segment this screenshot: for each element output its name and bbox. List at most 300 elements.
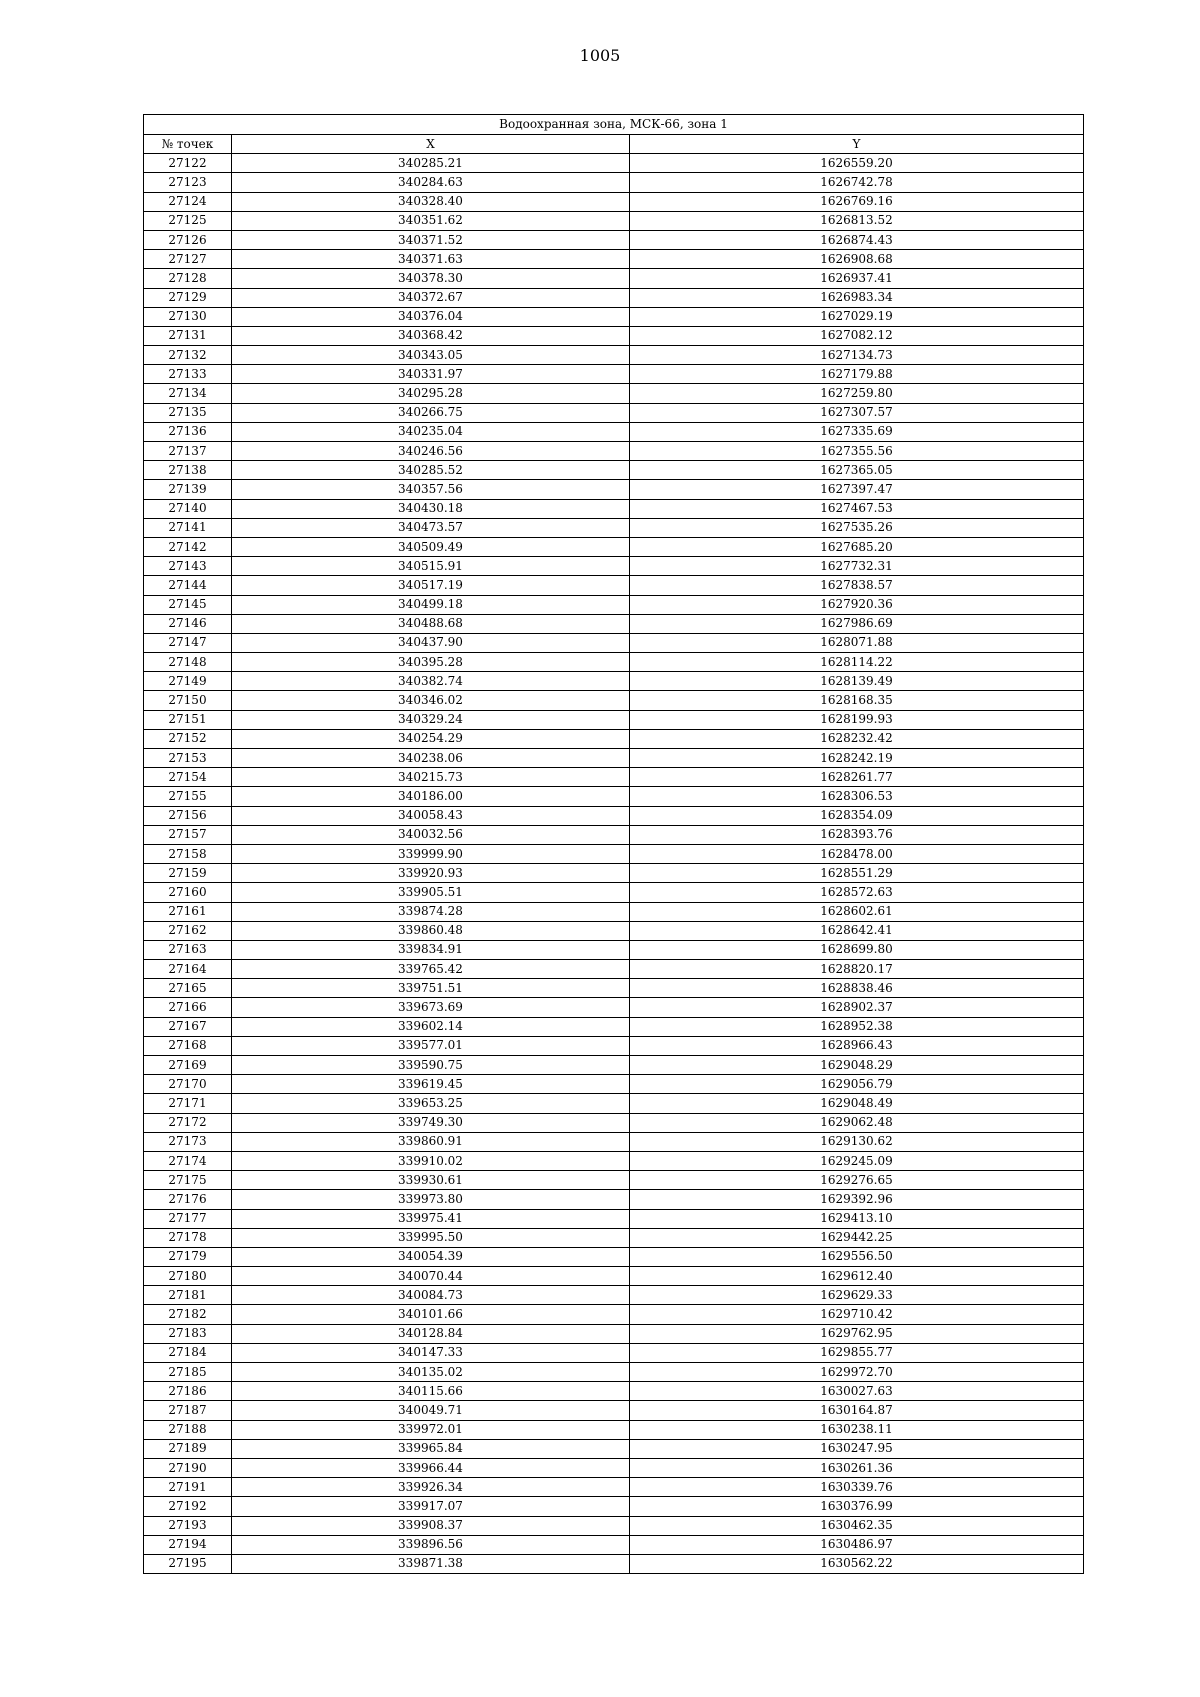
cell-y: 1628139.49 <box>630 672 1084 691</box>
cell-y: 1630164.87 <box>630 1401 1084 1420</box>
cell-point-number: 27140 <box>144 499 232 518</box>
cell-point-number: 27128 <box>144 269 232 288</box>
cell-x: 340135.02 <box>232 1363 630 1382</box>
cell-x: 339749.30 <box>232 1113 630 1132</box>
cell-point-number: 27187 <box>144 1401 232 1420</box>
table-row <box>144 1036 1084 1055</box>
cell-x: 340285.52 <box>232 461 630 480</box>
table-row <box>144 269 1084 288</box>
cell-x: 340382.74 <box>232 672 630 691</box>
cell-point-number: 27155 <box>144 787 232 806</box>
table-row <box>144 1554 1084 1573</box>
table-row <box>144 1478 1084 1497</box>
cell-x: 340488.68 <box>232 614 630 633</box>
cell-x: 340437.90 <box>232 633 630 652</box>
cell-y: 1629392.96 <box>630 1190 1084 1209</box>
table-row <box>144 710 1084 729</box>
cell-point-number: 27145 <box>144 595 232 614</box>
page-number: 1005 <box>579 46 621 65</box>
table-row <box>144 653 1084 672</box>
cell-y: 1627082.12 <box>630 326 1084 345</box>
cell-x: 340515.91 <box>232 557 630 576</box>
cell-point-number: 27195 <box>144 1554 232 1573</box>
cell-y: 1629056.79 <box>630 1075 1084 1094</box>
table-row <box>144 1171 1084 1190</box>
cell-y: 1627838.57 <box>630 576 1084 595</box>
cell-x: 340285.21 <box>232 154 630 173</box>
cell-x: 340238.06 <box>232 749 630 768</box>
cell-y: 1629612.40 <box>630 1267 1084 1286</box>
table-row <box>144 346 1084 365</box>
cell-x: 339905.51 <box>232 883 630 902</box>
header-y: Y <box>630 135 1084 154</box>
cell-x: 340246.56 <box>232 442 630 461</box>
cell-x: 340329.24 <box>232 710 630 729</box>
cell-y: 1629855.77 <box>630 1343 1084 1362</box>
cell-y: 1630562.22 <box>630 1554 1084 1573</box>
table-row <box>144 461 1084 480</box>
cell-y: 1629762.95 <box>630 1324 1084 1343</box>
cell-x: 339751.51 <box>232 979 630 998</box>
table-row <box>144 537 1084 556</box>
cell-x: 339619.45 <box>232 1075 630 1094</box>
cell-x: 340371.63 <box>232 250 630 269</box>
cell-point-number: 27171 <box>144 1094 232 1113</box>
cell-x: 339917.07 <box>232 1497 630 1516</box>
cell-point-number: 27177 <box>144 1209 232 1228</box>
cell-point-number: 27152 <box>144 729 232 748</box>
cell-y: 1628902.37 <box>630 998 1084 1017</box>
cell-y: 1627259.80 <box>630 384 1084 403</box>
cell-x: 340376.04 <box>232 307 630 326</box>
table-row <box>144 1267 1084 1286</box>
table-row <box>144 749 1084 768</box>
table-row <box>144 921 1084 940</box>
table-row <box>144 1017 1084 1036</box>
cell-point-number: 27133 <box>144 365 232 384</box>
cell-y: 1628699.80 <box>630 940 1084 959</box>
cell-point-number: 27164 <box>144 960 232 979</box>
cell-point-number: 27166 <box>144 998 232 1017</box>
table-row <box>144 1305 1084 1324</box>
cell-y: 1630247.95 <box>630 1439 1084 1458</box>
header-x: X <box>232 135 630 154</box>
cell-point-number: 27174 <box>144 1151 232 1170</box>
cell-point-number: 27157 <box>144 825 232 844</box>
cell-x: 339834.91 <box>232 940 630 959</box>
cell-y: 1628393.76 <box>630 825 1084 844</box>
cell-x: 339871.38 <box>232 1554 630 1573</box>
table-row <box>144 1056 1084 1075</box>
cell-point-number: 27130 <box>144 307 232 326</box>
table-row <box>144 442 1084 461</box>
cell-point-number: 27180 <box>144 1267 232 1286</box>
cell-point-number: 27188 <box>144 1420 232 1439</box>
cell-point-number: 27148 <box>144 653 232 672</box>
cell-y: 1628966.43 <box>630 1036 1084 1055</box>
table-row <box>144 1094 1084 1113</box>
cell-point-number: 27170 <box>144 1075 232 1094</box>
cell-y: 1627986.69 <box>630 614 1084 633</box>
table-row <box>144 1535 1084 1554</box>
cell-y: 1626874.43 <box>630 230 1084 249</box>
cell-point-number: 27173 <box>144 1132 232 1151</box>
cell-y: 1627365.05 <box>630 461 1084 480</box>
cell-point-number: 27134 <box>144 384 232 403</box>
cell-point-number: 27160 <box>144 883 232 902</box>
cell-y: 1628602.61 <box>630 902 1084 921</box>
cell-x: 339930.61 <box>232 1171 630 1190</box>
cell-y: 1629048.49 <box>630 1094 1084 1113</box>
cell-point-number: 27165 <box>144 979 232 998</box>
cell-point-number: 27167 <box>144 1017 232 1036</box>
cell-point-number: 27163 <box>144 940 232 959</box>
cell-x: 340032.56 <box>232 825 630 844</box>
table-row <box>144 518 1084 537</box>
cell-x: 340186.00 <box>232 787 630 806</box>
cell-point-number: 27146 <box>144 614 232 633</box>
table-row <box>144 614 1084 633</box>
cell-x: 339999.90 <box>232 844 630 863</box>
table-row <box>144 1516 1084 1535</box>
table-row <box>144 403 1084 422</box>
cell-x: 340328.40 <box>232 192 630 211</box>
cell-x: 340115.66 <box>232 1382 630 1401</box>
cell-y: 1628354.09 <box>630 806 1084 825</box>
table-row <box>144 326 1084 345</box>
cell-y: 1628551.29 <box>630 864 1084 883</box>
cell-x: 340378.30 <box>232 269 630 288</box>
cell-y: 1629556.50 <box>630 1247 1084 1266</box>
table-row <box>144 1286 1084 1305</box>
cell-point-number: 27156 <box>144 806 232 825</box>
cell-point-number: 27158 <box>144 844 232 863</box>
table-row <box>144 633 1084 652</box>
cell-point-number: 27183 <box>144 1324 232 1343</box>
cell-y: 1627467.53 <box>630 499 1084 518</box>
cell-y: 1627335.69 <box>630 422 1084 441</box>
table-row <box>144 499 1084 518</box>
table-row <box>144 1190 1084 1209</box>
cell-y: 1627397.47 <box>630 480 1084 499</box>
table-row <box>144 672 1084 691</box>
table-row <box>144 1247 1084 1266</box>
cell-point-number: 27132 <box>144 346 232 365</box>
cell-x: 339602.14 <box>232 1017 630 1036</box>
cell-point-number: 27125 <box>144 211 232 230</box>
table-row <box>144 595 1084 614</box>
table-row <box>144 480 1084 499</box>
cell-x: 339765.42 <box>232 960 630 979</box>
table-row <box>144 844 1084 863</box>
cell-point-number: 27186 <box>144 1382 232 1401</box>
cell-x: 339577.01 <box>232 1036 630 1055</box>
coordinate-table <box>143 114 1084 1574</box>
cell-x: 340473.57 <box>232 518 630 537</box>
cell-point-number: 27176 <box>144 1190 232 1209</box>
table-row <box>144 1228 1084 1247</box>
cell-x: 340346.02 <box>232 691 630 710</box>
cell-x: 340284.63 <box>232 173 630 192</box>
cell-x: 339975.41 <box>232 1209 630 1228</box>
cell-point-number: 27190 <box>144 1458 232 1477</box>
cell-point-number: 27172 <box>144 1113 232 1132</box>
cell-point-number: 27178 <box>144 1228 232 1247</box>
cell-point-number: 27154 <box>144 768 232 787</box>
cell-x: 340254.29 <box>232 729 630 748</box>
table-row <box>144 557 1084 576</box>
cell-y: 1627179.88 <box>630 365 1084 384</box>
cell-y: 1630486.97 <box>630 1535 1084 1554</box>
cell-point-number: 27141 <box>144 518 232 537</box>
cell-x: 340084.73 <box>232 1286 630 1305</box>
cell-x: 340054.39 <box>232 1247 630 1266</box>
cell-y: 1630376.99 <box>630 1497 1084 1516</box>
table-row <box>144 307 1084 326</box>
cell-y: 1628242.19 <box>630 749 1084 768</box>
cell-point-number: 27143 <box>144 557 232 576</box>
cell-y: 1629048.29 <box>630 1056 1084 1075</box>
table-row <box>144 1132 1084 1151</box>
cell-y: 1627920.36 <box>630 595 1084 614</box>
cell-point-number: 27179 <box>144 1247 232 1266</box>
cell-x: 339908.37 <box>232 1516 630 1535</box>
cell-point-number: 27138 <box>144 461 232 480</box>
table-row <box>144 729 1084 748</box>
cell-y: 1628572.63 <box>630 883 1084 902</box>
cell-point-number: 27193 <box>144 1516 232 1535</box>
cell-x: 340235.04 <box>232 422 630 441</box>
cell-point-number: 27153 <box>144 749 232 768</box>
cell-x: 339896.56 <box>232 1535 630 1554</box>
cell-point-number: 27162 <box>144 921 232 940</box>
cell-x: 340058.43 <box>232 806 630 825</box>
cell-point-number: 27142 <box>144 537 232 556</box>
cell-point-number: 27184 <box>144 1343 232 1362</box>
table-caption: Водоохранная зона, МСК-66, зона 1 <box>144 115 1084 135</box>
table-row <box>144 1497 1084 1516</box>
table-row <box>144 1343 1084 1362</box>
cell-x: 340499.18 <box>232 595 630 614</box>
cell-y: 1629629.33 <box>630 1286 1084 1305</box>
cell-x: 340372.67 <box>232 288 630 307</box>
cell-y: 1626908.68 <box>630 250 1084 269</box>
cell-point-number: 27182 <box>144 1305 232 1324</box>
table-row <box>144 787 1084 806</box>
cell-x: 340266.75 <box>232 403 630 422</box>
table-row <box>144 864 1084 883</box>
cell-y: 1629710.42 <box>630 1305 1084 1324</box>
cell-y: 1630238.11 <box>630 1420 1084 1439</box>
cell-x: 340101.66 <box>232 1305 630 1324</box>
cell-point-number: 27135 <box>144 403 232 422</box>
cell-y: 1630339.76 <box>630 1478 1084 1497</box>
cell-x: 340049.71 <box>232 1401 630 1420</box>
table-row <box>144 211 1084 230</box>
cell-x: 340128.84 <box>232 1324 630 1343</box>
table-row <box>144 1420 1084 1439</box>
cell-x: 339965.84 <box>232 1439 630 1458</box>
cell-y: 1629062.48 <box>630 1113 1084 1132</box>
cell-x: 340295.28 <box>232 384 630 403</box>
cell-x: 339860.91 <box>232 1132 630 1151</box>
cell-point-number: 27194 <box>144 1535 232 1554</box>
table-caption-row <box>144 115 1084 135</box>
cell-point-number: 27137 <box>144 442 232 461</box>
cell-point-number: 27144 <box>144 576 232 595</box>
cell-x: 339874.28 <box>232 902 630 921</box>
cell-y: 1629130.62 <box>630 1132 1084 1151</box>
cell-x: 339910.02 <box>232 1151 630 1170</box>
cell-point-number: 27185 <box>144 1363 232 1382</box>
cell-x: 340430.18 <box>232 499 630 518</box>
cell-point-number: 27189 <box>144 1439 232 1458</box>
cell-point-number: 27168 <box>144 1036 232 1055</box>
table-row <box>144 576 1084 595</box>
table-row <box>144 1363 1084 1382</box>
cell-y: 1628820.17 <box>630 960 1084 979</box>
cell-y: 1626742.78 <box>630 173 1084 192</box>
cell-point-number: 27159 <box>144 864 232 883</box>
table-row <box>144 768 1084 787</box>
cell-x: 339653.25 <box>232 1094 630 1113</box>
table-row <box>144 1439 1084 1458</box>
cell-y: 1627307.57 <box>630 403 1084 422</box>
table-row <box>144 691 1084 710</box>
cell-point-number: 27191 <box>144 1478 232 1497</box>
table-row <box>144 1458 1084 1477</box>
cell-x: 339995.50 <box>232 1228 630 1247</box>
cell-y: 1629972.70 <box>630 1363 1084 1382</box>
table-row <box>144 979 1084 998</box>
cell-y: 1628478.00 <box>630 844 1084 863</box>
cell-y: 1628642.41 <box>630 921 1084 940</box>
cell-y: 1627134.73 <box>630 346 1084 365</box>
table-row <box>144 384 1084 403</box>
cell-x: 339973.80 <box>232 1190 630 1209</box>
cell-point-number: 27150 <box>144 691 232 710</box>
cell-point-number: 27139 <box>144 480 232 499</box>
table-body <box>144 154 1084 1574</box>
cell-y: 1626813.52 <box>630 211 1084 230</box>
table-row <box>144 230 1084 249</box>
cell-point-number: 27175 <box>144 1171 232 1190</box>
cell-x: 340395.28 <box>232 653 630 672</box>
cell-y: 1628071.88 <box>630 633 1084 652</box>
table-row <box>144 1075 1084 1094</box>
cell-y: 1630027.63 <box>630 1382 1084 1401</box>
cell-y: 1627732.31 <box>630 557 1084 576</box>
cell-y: 1629276.65 <box>630 1171 1084 1190</box>
table-row <box>144 1209 1084 1228</box>
table-row <box>144 806 1084 825</box>
cell-y: 1630261.36 <box>630 1458 1084 1477</box>
cell-point-number: 27192 <box>144 1497 232 1516</box>
cell-point-number: 27151 <box>144 710 232 729</box>
cell-point-number: 27136 <box>144 422 232 441</box>
table-row <box>144 422 1084 441</box>
table-row <box>144 998 1084 1017</box>
table-row <box>144 288 1084 307</box>
table-row <box>144 154 1084 173</box>
cell-x: 340368.42 <box>232 326 630 345</box>
cell-point-number: 27123 <box>144 173 232 192</box>
cell-y: 1628306.53 <box>630 787 1084 806</box>
cell-y: 1627029.19 <box>630 307 1084 326</box>
cell-x: 340351.62 <box>232 211 630 230</box>
cell-x: 340343.05 <box>232 346 630 365</box>
table-row <box>144 1113 1084 1132</box>
cell-x: 340331.97 <box>232 365 630 384</box>
cell-x: 340147.33 <box>232 1343 630 1362</box>
cell-x: 339860.48 <box>232 921 630 940</box>
cell-point-number: 27161 <box>144 902 232 921</box>
cell-y: 1628114.22 <box>630 653 1084 672</box>
table-row <box>144 365 1084 384</box>
cell-y: 1627535.26 <box>630 518 1084 537</box>
cell-y: 1627355.56 <box>630 442 1084 461</box>
table-row <box>144 1324 1084 1343</box>
cell-point-number: 27127 <box>144 250 232 269</box>
table-row <box>144 825 1084 844</box>
cell-x: 340070.44 <box>232 1267 630 1286</box>
table-row <box>144 883 1084 902</box>
cell-x: 339966.44 <box>232 1458 630 1477</box>
cell-x: 340215.73 <box>232 768 630 787</box>
cell-y: 1628952.38 <box>630 1017 1084 1036</box>
cell-y: 1628261.77 <box>630 768 1084 787</box>
cell-y: 1629245.09 <box>630 1151 1084 1170</box>
cell-y: 1626559.20 <box>630 154 1084 173</box>
cell-x: 339673.69 <box>232 998 630 1017</box>
cell-point-number: 27147 <box>144 633 232 652</box>
table-row <box>144 1382 1084 1401</box>
cell-point-number: 27131 <box>144 326 232 345</box>
cell-point-number: 27181 <box>144 1286 232 1305</box>
cell-y: 1626983.34 <box>630 288 1084 307</box>
cell-point-number: 27169 <box>144 1056 232 1075</box>
cell-y: 1628199.93 <box>630 710 1084 729</box>
cell-y: 1628232.42 <box>630 729 1084 748</box>
cell-point-number: 27124 <box>144 192 232 211</box>
table-row <box>144 940 1084 959</box>
cell-point-number: 27149 <box>144 672 232 691</box>
table-header-row <box>144 135 1084 154</box>
cell-point-number: 27126 <box>144 230 232 249</box>
cell-y: 1626937.41 <box>630 269 1084 288</box>
header-point-number: № точек <box>144 135 232 154</box>
cell-y: 1628838.46 <box>630 979 1084 998</box>
cell-y: 1626769.16 <box>630 192 1084 211</box>
cell-x: 339926.34 <box>232 1478 630 1497</box>
cell-point-number: 27129 <box>144 288 232 307</box>
cell-y: 1629442.25 <box>630 1228 1084 1247</box>
table-row <box>144 250 1084 269</box>
cell-x: 340371.52 <box>232 230 630 249</box>
table-row <box>144 902 1084 921</box>
cell-x: 339920.93 <box>232 864 630 883</box>
table-row <box>144 1151 1084 1170</box>
cell-y: 1629413.10 <box>630 1209 1084 1228</box>
table-row <box>144 192 1084 211</box>
cell-point-number: 27122 <box>144 154 232 173</box>
cell-x: 340517.19 <box>232 576 630 595</box>
cell-x: 340357.56 <box>232 480 630 499</box>
table-row <box>144 1401 1084 1420</box>
table-row <box>144 173 1084 192</box>
cell-y: 1628168.35 <box>630 691 1084 710</box>
cell-x: 340509.49 <box>232 537 630 556</box>
